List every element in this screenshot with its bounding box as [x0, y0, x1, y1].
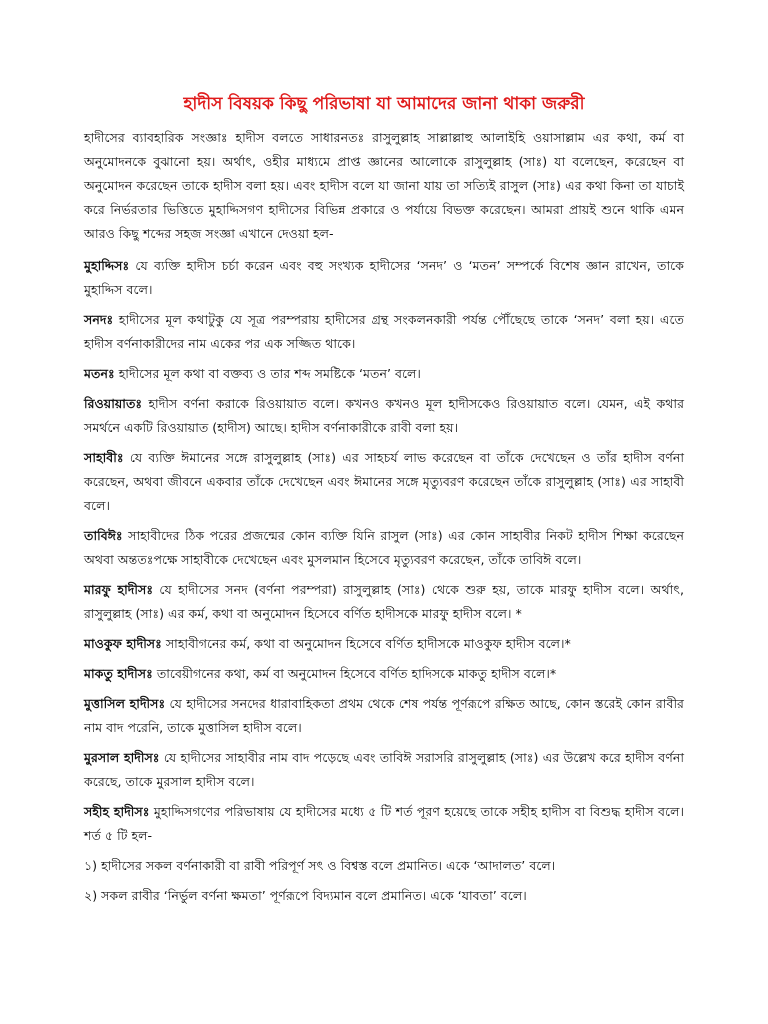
definition-text: হাদীসের মূল কথাটুকু যে সূত্র পরম্পরায় হাদীসের গ্রন্থ সংকলনকারী পর্যন্ত পৌঁছেছে তাকে ‘সনদ’ বলা হয়। এতে হাদীস বর্ণনাকারীদের নাম একের পর এক সজ্জিত থাকে।	[84, 312, 684, 351]
definition-term: সনদঃ	[84, 312, 114, 327]
definition-muhaddis	[84, 254, 684, 302]
condition-item-2: ২) সকল রাবীর ‘নির্ভুল বর্ণনা ক্ষমতা’ পূর্ণরূপে বিদ্যমান বলে প্রমানিত। একে ‘যাবতা’ বলে।	[84, 888, 527, 903]
definition-matan	[84, 362, 684, 386]
definition-term: মাকতু হাদীসঃ	[84, 666, 153, 681]
definition-term: মুত্তাসিল হাদীসঃ	[84, 696, 166, 711]
document-page	[84, 92, 684, 914]
definition-text: হাদীসের মূল কথা বা বক্তব্য ও তার শব্দ সমষ্টিকে ‘মতন’ বলে।	[114, 366, 421, 381]
definition-tabii	[84, 524, 684, 572]
definition-sahabi	[84, 446, 684, 518]
definition-term: রিওয়ায়াতঃ	[84, 396, 143, 411]
definition-riwayat	[84, 392, 684, 440]
definition-term: সহীহ হাদীসঃ	[84, 804, 150, 819]
definition-text: মুহাদ্দিসগণের পরিভাষায় যে হাদীসের মধ্যে ৫ টি শর্ত পূরণ হয়েছে তাকে সহীহ হাদীস বা বিশুদ্ধ হাদীস বলে। শর্ত ৫ টি হল-	[84, 804, 684, 843]
definition-term: মাওকুফ হাদীসঃ	[84, 636, 162, 651]
definition-mursal	[84, 746, 684, 794]
definition-text: যে হাদীসের সনদ (বর্ণনা পরম্পরা) রাসুলুল্লাহ (সাঃ) থেকে শুরু হয়, তাকে মারফু হাদীস বলে। অর্থাৎ, রাসুলুল্লাহ (সাঃ) এর কর্ম, কথা বা অনুমোদন হিসেবে বর্ণিত হাদীসকে মারফু হাদীস বলে। *	[84, 582, 684, 621]
definition-text: সাহাবীগনের কর্ম, কথা বা অনুমোদন হিসেবে বর্ণিত হাদীসকে মাওকুফ হাদীস বলে।*	[161, 636, 571, 651]
definition-term: তাবিঈঃ	[84, 528, 123, 543]
definition-sahih	[84, 800, 684, 848]
definition-text: হাদীস বর্ণনা করাকে রিওয়ায়াত বলে। কখনও কখনও মূল হাদীসকেও রিওয়ায়াত বলে। যেমন, এই কথার সমর্থনে একটি রিওয়ায়াত (হাদীস) আছে। হাদীস বর্ণনাকারীকে রাবী বলা হয়।	[84, 396, 684, 435]
definition-muttasil	[84, 692, 684, 740]
definition-text: যে হাদীসের সাহাবীর নাম বাদ পড়েছে এবং তাবিঈ সরাসরি রাসুলুল্লাহ (সাঃ) এর উল্লেখ করে হাদীস বর্ণনা করেছে, তাকে মুরসাল হাদীস বলে।	[84, 750, 684, 789]
definition-text: সাহাবীদের ঠিক পরের প্রজন্মের কোন ব্যক্তি যিনি রাসুল (সাঃ) এর কোন সাহাবীর নিকট হাদীস শিক্ষা করেছেন অথবা অন্ততঃপক্ষে সাহাবীকে দেখেছেন এবং মুসলমান হিসেবে মৃত্যুবরণ করেছেন, তাঁকে তাবিঈ বলে।	[84, 528, 684, 567]
definition-mawquf	[84, 632, 684, 656]
definition-text: যে ব্যক্তি ঈমানের সঙ্গে রাসুলুল্লাহ (সাঃ) এর সাহচর্য লাভ করেছেন বা তাঁকে দেখেছেন ও তাঁর হাদীস বর্ণনা করেছেন, অথবা জীবনে একবার তাঁকে দেখেছেন এবং ঈমানের সঙ্গে মৃত্যুবরণ করেছেন তাঁকে রাসুলুল্লাহ (সাঃ) এর সাহাবী বলে।	[84, 450, 684, 513]
definition-term: মুহাদ্দিসঃ	[84, 258, 130, 273]
definition-term: মতনঃ	[84, 366, 115, 381]
definition-maqtu	[84, 662, 684, 686]
definition-marfu	[84, 578, 684, 626]
definition-term: সাহাবীঃ	[84, 450, 124, 465]
definition-term: মারফু হাদীসঃ	[84, 582, 154, 597]
definition-text: যে ব্যক্তি হাদীস চর্চা করেন এবং বহু সংখ্যক হাদীসের ‘সনদ’ ও ‘মতন’ সম্পর্কে বিশেষ জ্ঞান রাখেন, তাকে মুহাদ্দিস বলে।	[84, 258, 684, 297]
definition-sanad	[84, 308, 684, 356]
definition-term: মুরসাল হাদীসঃ	[84, 750, 160, 765]
document-title: হাদীস বিষয়ক কিছু পরিভাষা যা আমাদের জানা থাকা জরুরী	[183, 94, 585, 114]
intro-paragraph: হাদীসের ব্যাবহারিক সংজ্ঞাঃ হাদীস বলতে সাধারনতঃ রাসুলুল্লাহ সাল্লাল্লাহু আলাইহি ওয়াসাল্লাম এর কথা, কর্ম বা অনুমোদনকে বুঝানো হয়। অর্থাৎ, ওহীর মাধ্যমে প্রাপ্ত জ্ঞানের আলোকে রাসুলুল্লাহ (সাঃ) যা বলেছেন, করেছেন বা অনুমোদন করেছেন তাকে হাদীস বলা হয়। এবং হাদীস বলে যা জানা যায় তা সত্যিই রাসুল (সাঃ) এর কথা কিনা তা যাচাই করে নির্ভরতার ভিত্তিতে মুহাদ্দিসগণ হাদীসের বিভিন্ন প্রকারে ও পর্যায়ে বিভক্ত করেছেন। আমরা প্রায়ই শুনে থাকি এমন আরও কিছু শব্দের সহজ সংজ্ঞা এখানে দেওয়া হল-	[84, 130, 684, 241]
definition-text: যে হাদীসের সনদের ধারাবাহিকতা প্রথম থেকে শেষ পর্যন্ত পূর্ণরূপে রক্ষিত আছে, কোন স্তরেই কোন রাবীর নাম বাদ পরেনি, তাকে মুত্তাসিল হাদীস বলে।	[84, 696, 684, 735]
condition-item-1: ১) হাদীসের সকল বর্ণনাকারী বা রাবী পরিপূর্ণ সৎ ও বিশ্বস্ত বলে প্রমানিত। একে ‘আদালত’ বলে।	[84, 858, 556, 873]
definition-text: তাবেয়ীগনের কথা, কর্ম বা অনুমোদন হিসেবে বর্ণিত হাদিসকে মাকতু হাদীস বলে।*	[152, 666, 557, 681]
